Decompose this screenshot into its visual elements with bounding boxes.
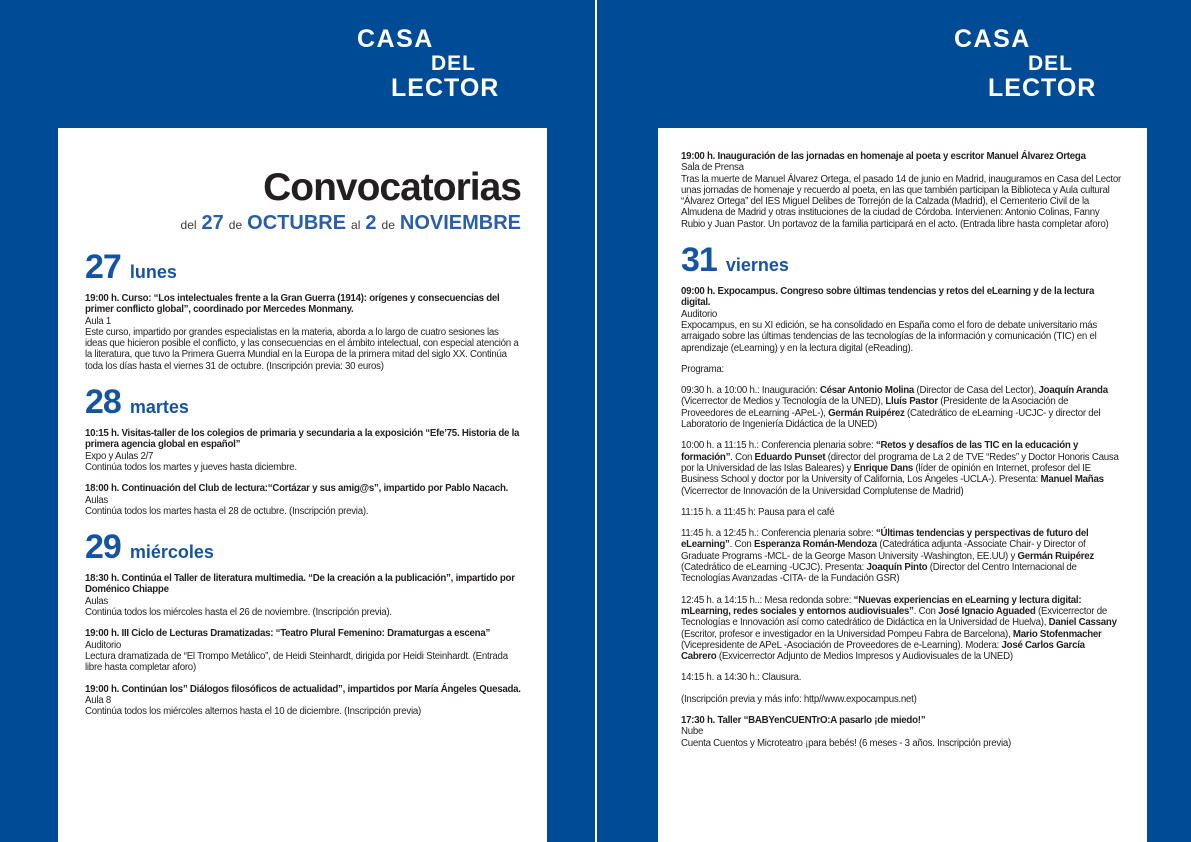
logo-word-lector: LECTOR <box>988 74 1097 102</box>
event-description: Continúa todos los martes y jueves hasta diciembre. <box>85 461 297 473</box>
event-description: Expocampus, en su XI edición, se ha consolidado en España como el foro de debate universitario más arraigado sobre las últimas tendencias de las tecnologías de la información y comunicación (TIC) en el aprendizaje (eLearning) y en la lectura digital (eReading). <box>681 319 1098 354</box>
day-name: martes <box>129 397 189 418</box>
event-title: 18:30 h. Continúa el Taller de literatura multimedia. “De la creación a la publicación”, impartido por Doménico Chiappe <box>85 573 515 596</box>
date-connector: de <box>381 218 395 232</box>
day-number: 31 <box>681 241 717 280</box>
logo-word-del: DEL <box>1028 52 1073 75</box>
event-venue: Aulas <box>85 595 108 607</box>
event-title: 18:00 h. Continuación del Club de lectura:“Cortázar y sus amig@s”, impartido por Pablo Nacach. <box>85 483 509 495</box>
date-connector: al <box>351 218 361 232</box>
event-title: 09:00 h. Expocampus. Congreso sobre últimas tendencias y retos del eLearning y de la lectura digital. <box>681 286 1095 309</box>
event-title: 19:00 h. Inauguración de las jornadas en homenaje al poeta y escritor Manuel Álvarez Ortega <box>681 151 1086 162</box>
date-part: 27 <box>201 212 224 234</box>
event-title: 10:15 h. Visitas-taller de los colegios de primaria y secundaria a la exposición “Efe’75. Historia de la primera agencia global en español” <box>85 428 520 451</box>
event-venue: Auditorio <box>681 308 717 320</box>
day-header-29 <box>85 528 521 567</box>
event-venue: Aulas <box>85 494 108 506</box>
day-header-28 <box>85 383 521 422</box>
day-header-31 <box>681 241 1121 280</box>
event-description: Este curso, impartido por grandes especialistas en la materia, aborda a lo largo de cuatro sesiones las ideas que hicieron posible el conflicto, y las consecuencias en el ámbito intelectual, con especial atención a la literatura, que tuvo la Primera Guerra Mundial en la Europa de la primera mitad del siglo XX. Continúa toda los días hasta el viernes 31 de octubre. (Inscripción previa: 30 euros) <box>85 326 519 372</box>
program-item: 10:00 h. a 11:15 h.: Conferencia plenaria sobre: “Retos y desafíos de las TIC en la educación y formación”. Con Eduardo Punset (director del programa de La 2 de TVE “Redes” y Doctor Honoris Causa por la Universidad de las Islas Baleares) y Enrique Dans (líder de opinión en Internet, profesor del IE Business School y doctor por la University of California, Los Ángeles -UCLA-). Presenta: Manuel Mañas (Vicerrector de Innovación de la Universidad Complutense de Madrid) <box>681 440 1119 497</box>
logo-word-casa: CASA <box>357 25 434 53</box>
date-part: 2 <box>365 212 377 234</box>
event-venue: Expo y Aulas 2/7 <box>85 450 154 462</box>
event-description: Tras la muerte de Manuel Álvarez Ortega, el pasado 14 de junio en Madrid, inauguramos en Casa del Lector unas jornadas de homenaje y recuerdo al poeta, en las que también participan la Biblioteca y Aula cultural “Álvarez Ortega” del IES Miguel Delibes de Torrejón de la Calzada (Madrid), el Cementerio Civil de la Almudena de Madrid y otras instituciones de la ciudad de Córdoba. Intervienen: Antonio Colinas, Fanny Rubio y Juan Pastor. Un portavoz de la familia participará en el acto. (Entrada libre hasta completar aforo) <box>681 173 1121 230</box>
event-title: 19:00 h. Curso: “Los intelectuales frente a la Gran Guerra (1914): orígenes y consecuencias del primer conflicto global”, coordinado por Mercedes Monmany. <box>85 293 500 316</box>
program-item: (Inscripción previa y más info: http//www.expocampus.net) <box>681 693 917 705</box>
event-venue: Aula 1 <box>85 315 111 327</box>
date-part: OCTUBRE <box>247 212 347 234</box>
event-title: 17:30 h. Taller “BABYenCUENTrO:A pasarlo ¡de miedo!” <box>681 714 926 726</box>
logo-word-lector: LECTOR <box>391 74 500 102</box>
event-description: Lectura dramatizada de “El Trompo Metálico”, de Heidi Steinhardt, dirigida por Heidi Steinhardt. (Entrada libre hasta completar aforo) <box>85 650 508 674</box>
event-description: Continúa todos los martes hasta el 28 de octubre. (Inscripción previa). <box>85 505 369 517</box>
casa-del-lector-logo <box>954 27 1096 100</box>
program-item: 11:15 h. a 11:45 h: Pausa para el café <box>681 506 835 518</box>
program-item: 14:15 h. a 14:30 h.: Clausura. <box>681 672 802 684</box>
event-title: 19:00 h. Continúan los” Diálogos filosóficos de actualidad”, impartidos por María Ángeles Quesada. <box>85 683 521 695</box>
event-description: Continúa todos los miércoles alternos hasta el 10 de diciembre. (Inscripción previa) <box>85 706 421 718</box>
date-connector: de <box>228 218 243 232</box>
page-left <box>0 0 595 842</box>
date-connector: del <box>180 218 197 232</box>
date-part: NOVIEMBRE <box>399 212 521 234</box>
day-number: 28 <box>85 383 121 422</box>
program-item: Programa: <box>681 363 724 375</box>
program-item: 12:45 h. a 14:15 h..: Mesa redonda sobre: “Nuevas experiencias en eLearning y lectura digital: mLearning, redes sociales y entornos audiovisuales”. Con José Ignacio Aguaded (Exvicerrector de Tecnologías e Innovación así como catedrático de Didáctica en la Universidad de Huelva), Daniel Cassany (Escritor, profesor e investigador en la Universidad Pompeu Fabra de Barcelona), Mario Stofenmacher (Vicepresidente de APeL -Asociación de Proveedores de e-Learning). Modera: José Carlos García Cabrero (Exvicerrector Adjunto de Medios Impresos y Audiovisuales de la UNED) <box>681 594 1117 663</box>
left-card <box>58 128 547 842</box>
event-venue: Aula 8 <box>85 694 111 706</box>
event-venue: Auditorio <box>85 639 121 651</box>
day-name: lunes <box>129 262 177 282</box>
page-title: Convocatorias <box>263 166 521 209</box>
date-range-subtitle <box>85 211 521 237</box>
day-number: 29 <box>85 528 121 567</box>
event-venue: Sala de Prensa <box>681 162 744 174</box>
day-number: 27 <box>85 248 121 286</box>
logo-word-del: DEL <box>431 52 476 75</box>
event-title: 19:00 h. III Ciclo de Lecturas Dramatizadas: “Teatro Plural Femenino: Dramaturgas a escena” <box>85 628 491 640</box>
event-venue: Nube <box>681 726 704 738</box>
day-header-27 <box>85 248 521 286</box>
casa-del-lector-logo <box>357 27 499 100</box>
right-page-content <box>681 151 1121 749</box>
left-page-content <box>85 248 521 718</box>
logo-word-casa: CASA <box>954 25 1031 53</box>
event-description: Cuenta Cuentos y Microteatro ¡para bebés! (6 meses - 3 años. Inscripción previa) <box>681 737 1011 749</box>
page-right <box>597 0 1191 842</box>
right-card <box>658 128 1147 842</box>
day-name: miércoles <box>129 542 214 563</box>
day-name: viernes <box>725 255 789 276</box>
event-description: Continúa todos los miércoles hasta el 26 de noviembre. (Inscripción previa). <box>85 607 392 619</box>
program-item: 09:30 h. a 10:00 h.: Inauguración: César Antonio Molina (Director de Casa del Lector), Joaquín Aranda (Vicerrector de Medios y Tecnología de la UNED), Lluís Pastor (Presidente de la Asociación de Proveedores de eLearning -APeL-), Germán Ruipérez (Catedrático de eLearning -UCJC- y director del Laboratorio de Ingeniería Didáctica de la UNED) <box>681 385 1108 431</box>
program-item: 11:45 h. a 12:45 h.: Conferencia plenaria sobre: “Últimas tendencias y perspectivas de futuro del eLearning”. Con Esperanza Román-Mendoza (Catedrática adjunta -Associate Chair- y Director of Graduate Programs -MCL- de la George Mason University -Washington, EE.UU) y Germán Ruipérez (Catedrático de eLearning -UCJC). Presenta: Joaquín Pinto (Director del Centro Internacional de Tecnologías Avanzadas -CITA- de la Fundación GSR) <box>681 528 1094 585</box>
